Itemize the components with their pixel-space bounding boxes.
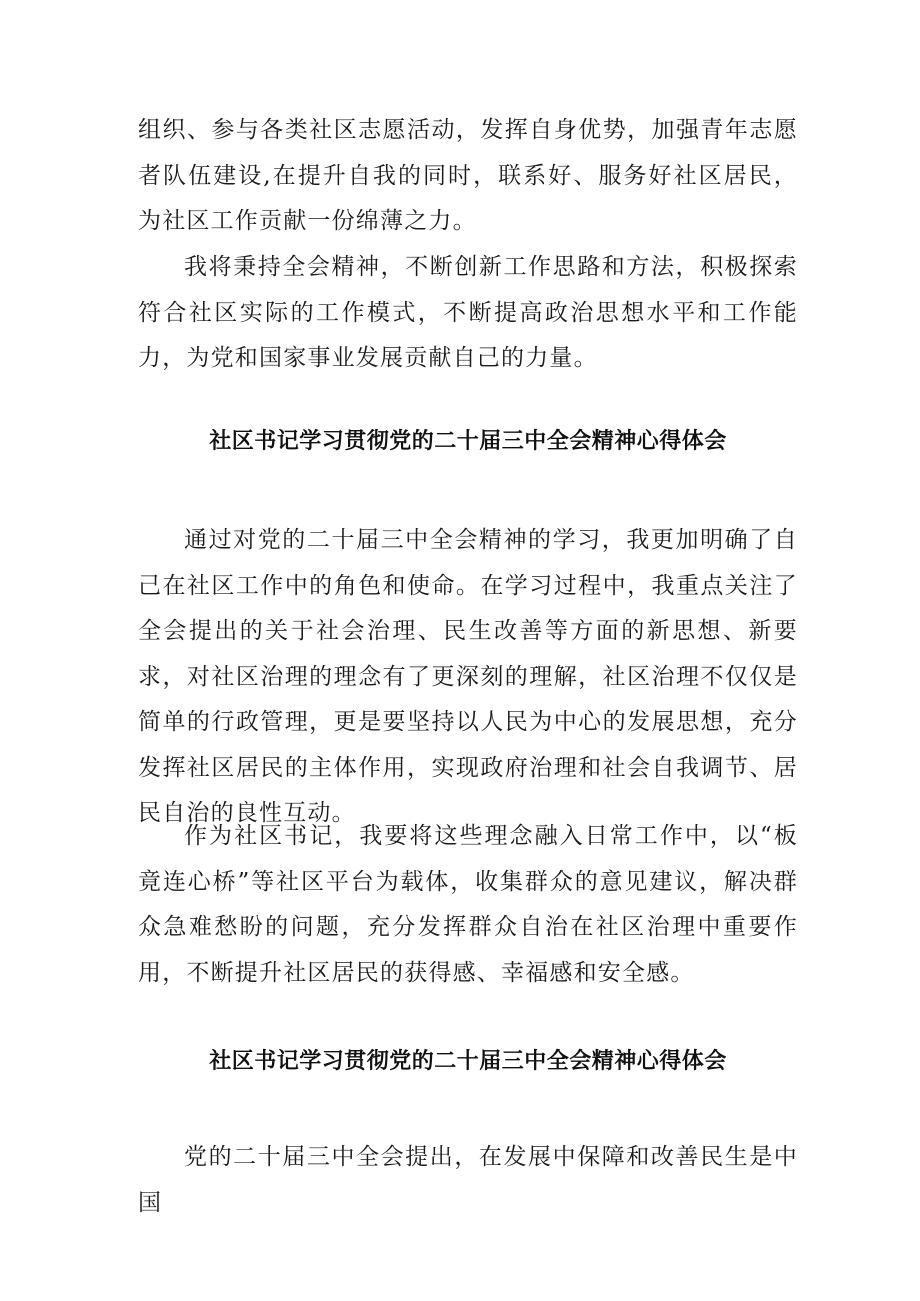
paragraph-study: 通过对党的二十届三中全会精神的学习，我更加明确了自己在社区工作中的角色和使命。在学习过程中，我重点关注了全会提出的关于社会治理、民生改善等方面的新思想、新要求，对社区治理的理念有了更深刻的理解，社区治理不仅仅是简单的行政管理，更是要坚持以人民为中心的发展思想，充分发挥社区居民的主体作用，实现政府治理和社会自我调节、居民自治的良性互动。 — [138, 527, 798, 826]
paragraph-commitment: 我将秉持全会精神，不断创新工作思路和方法，积极探索符合社区实际的工作模式，不断提高政治思想水平和工作能力，为党和国家事业发展贡献自己的力量。 — [138, 254, 798, 371]
section-heading-1: 社区书记学习贯彻党的二十届三中全会精神心得体会 — [209, 429, 727, 454]
paragraph-volunteer: 组织、参与各类社区志愿活动，发挥自身优势，加强青年志愿者队伍建设,在提升自我的同时，联系好、服务好社区居民，为社区工作贡献一份绵薄之力。 — [138, 117, 798, 234]
paragraph-livelihood: 党的二十届三中全会提出，在发展中保障和改善民生是中国 — [138, 1144, 798, 1216]
section-heading-2: 社区书记学习贯彻党的二十届三中全会精神心得体会 — [209, 1049, 727, 1074]
paragraph-practice: 作为社区书记，我要将这些理念融入日常工作中，以“板竟连心桥”等社区平台为载体，收集群众的意见建议，解决群众急难愁盼的问题，充分发挥群众自治在社区治理中重要作用，不断提升社区居民的获得感、幸福感和安全感。 — [138, 823, 798, 986]
